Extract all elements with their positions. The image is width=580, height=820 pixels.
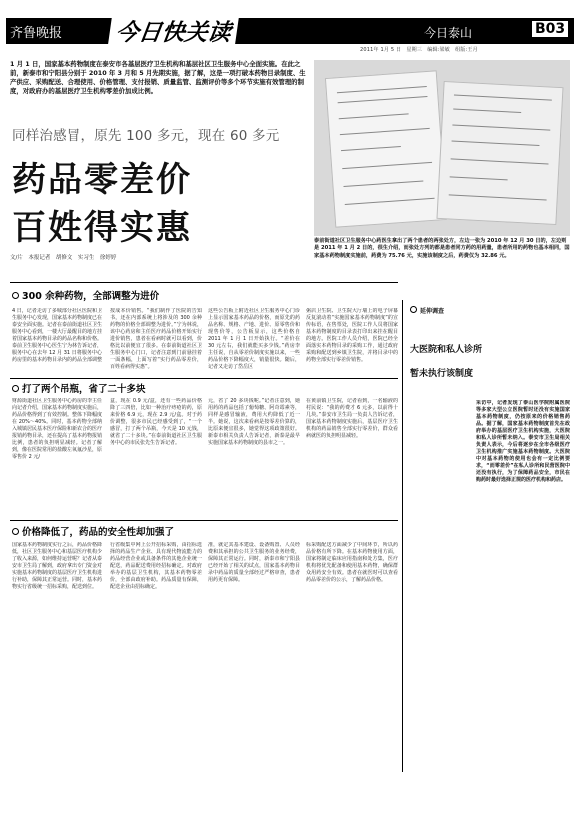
byline: 文/片 本报记者 胡修文 实习生 徐婷婷 bbox=[10, 255, 117, 261]
section-heading-3 bbox=[12, 524, 174, 538]
photo-caption: 泰前街道社区卫生服务中心药医生拿出了两个患者的两张处方，左边一张为 2010 年 12 月 30 日的，左边则是 2011 年 1 月 2 日的，很生介绍，而张处方列的都是患者同方药的用药量，患者所用的药物也基本相同，国家基本药物制度实施前，药费为 75.76 元，实施该制度之后，药费仅为 32.86 元。 bbox=[314, 238, 570, 259]
sidebar-title-2: 暂未执行该制度 bbox=[410, 369, 474, 379]
sidebar-title-1: 大医院和私人诊所 bbox=[410, 345, 483, 355]
article-column: 粥店卫生院、卫生院大厅墙上的电子屏幕反复滚动着“实施国家基本药物制度”的宣传标语，在售票处，医院工作人员将国家基本药物制度的目录表打印出来挂在醒目的地方。医院工作人员介绍，医院已经全面落实本药物目录的采购工作，通过政府采购和配送到乡镇卫生院，并将目录中的药物全部实行零差价销售。 bbox=[306, 308, 398, 363]
prescription-paper-right bbox=[436, 81, 563, 225]
article-column: 盒，现在 0.9 元/盒，还有一些药品价格降了三四倍，比如一种治疗痔疮的药，原来价格 6.9 元，现在 2.9 元/盒。对于药价调整，很多市民已经感受到了，“一个感冒，打了两个吊瓶，今天是 10 元钱，就省了二十多块。”在泰前街道社区卫生服务中心的市民张先生告诉记者。 bbox=[110, 398, 202, 446]
article-column: 按成本价销售。“我们制作了医院的告知书，还在内部系统上将涉及的 300 余种药物的价格全部调整为进价。”宁为林说，该中心药房和主任医疗药品价格开始实行进价销售，患者在看病时就可以看到，价格比以前便宜了很多。在泰前街道社区卫生服务中心门口，记者注意到门前悬挂着一面条幅，上面写着“实行药品零差价，百姓看病得实惠”。 bbox=[110, 308, 202, 370]
headline-line-2: 百姓得实惠 bbox=[12, 208, 192, 248]
issue-meta: 2011年 1月 5 日 星期三 编辑:梁敏 组版:王月 bbox=[360, 47, 478, 53]
article-column: 准，就定其基本建设、设备购置、人员经费和其承担的公共卫生服务的业务经费，保障其正常运行。同时，新泰市和宁阳县已经开始了相关的试点，国家基本药物目录中药品的质量全部经过严格审查，患者用药更有保障。 bbox=[208, 542, 300, 583]
masthead-bar bbox=[6, 18, 574, 44]
section-rule bbox=[10, 282, 398, 283]
sidebar-body: 采访中，记者发现了泰山医学院附属医院等多家大型公立医院暂时还没有实施国家基本药物制度，仍按原来的价格销售药品。据了解，国家基本药物制度首先在政府举办的基层医疗卫生机构实施，大医院和私人诊所暂未纳入。泰安市卫生局相关负责人表示，今后将逐步在全市各级医疗卫生机构推广实施基本药物制度。大医院中对基本药物的使用也会有一定比例要求，“而零差价”在私人诊所和民营医院中还没有执行，为了保障药品安全，市民在购药时最好选择正规的医疗机构和药店。 bbox=[476, 400, 570, 483]
article-column: 元，省了 20 多块钱呢。”记者注意到，她用药的药品包括了葡萄糖、阿奇霉素等，同样是感冒输液，费用大约降低了近一半。她说，这次来看病是按零差价算的，比原来便宜很多，她觉得这项政策很好。新泰市相关负责人告诉记者，新泰是最早实施国家基本药物制度的县市之一。 bbox=[208, 398, 300, 446]
bullet-icon bbox=[12, 385, 19, 392]
sidebar-label bbox=[410, 306, 444, 315]
newspaper-logo: 齐鲁晚报 bbox=[10, 26, 63, 41]
section-heading-text: 打了两个吊瓶，省了二十多块 bbox=[22, 384, 146, 395]
article-column: 行省级集中网上公开招标采购，由招标选择的药品生产企业、具有现代物流能力的药品经营企业或具备条件的其他企业统一配送，药品配送费用经招标确定。对政府举办的基层卫生机构，其基本药物零差价，全部由政府补助。药品质量有保障，配送企业由招标确定。 bbox=[110, 542, 202, 590]
prescription-paper-left bbox=[325, 70, 447, 227]
bullet-icon bbox=[12, 292, 19, 299]
bullet-icon bbox=[410, 306, 417, 313]
section-heading-text: 300 余种药物，全部调整为进价 bbox=[22, 291, 160, 302]
article-column: 财源街道社区卫生服务中心药房的李主任向记者介绍，国家基本药物制度实施后，药品价格得到了有效控制。整体下降幅度在 20%～40%。同时，基本药物全部纳入城镇居民基本医疗保险和新农合的医疗报销药物目录，还在提高了基本药物报销比例，患者的负担明显减轻。记者了解到，像在医院常用的盐酸左氧氟沙星，原零售价 2 元/ bbox=[12, 398, 102, 460]
page-number: B03 bbox=[532, 21, 568, 37]
article-column: 国家基本药物制度实行之后，药品价格降低，社区卫生服务中心和基层医疗机构少了收入来源，如何维持运营呢？记者从泰安市卫生局了解到，政府拿出专门资金对实施基本药物制度的基层医疗卫生机构进行补助，保障其正常运营。同时，基本药物实行省级统一招标采购，配送到位。 bbox=[12, 542, 102, 590]
section-rule bbox=[10, 378, 398, 379]
bullet-icon bbox=[12, 528, 19, 535]
lead-paragraph: 1 月 1 日，国家基本药物制度在泰安市各基层医疗卫生机构和基层社区卫生服务中心全面实施。在此之前，新泰市和宁阳县分别于 2010 年 3 月和 5 月先期实施，据了解，这是一项打破本药物目录制度、生产供应、采购配送、合理使用、价格管理、支付报销、质量监管、监测评价等多个环节实施有效管理的制度，对政府办的基层医疗卫生机构零差价加成比例。 bbox=[10, 60, 306, 95]
sidebar-label-text: 延伸调查 bbox=[420, 308, 445, 315]
section-heading-1 bbox=[12, 288, 159, 302]
article-column: 这些公告板上附近社区卫生服务中心门诊上显示国家基本药品的价格，而原先的药品名称、规格、产地、进价、原零售价和现售价等，公告板显示，这些价格自 2011 年 1 月 1 日开始执行。“差价在 30 元左右，我们就能买多少钱。”药房李主任说，自从零差价制度实施以来，一些药品价格下降幅度大，销量很快。随后，记者又走访了岱岳区 bbox=[208, 308, 300, 370]
article-column: 在黄前镇卫生院，记者看到，一名输液的村民说：“我的药费才 6 元多，以前得十几块。”泰安市卫生局一负责人告诉记者，国家基本药物制度实施后，基层医疗卫生机构的药品销售全部实行零差价，群众看病就医的负担明显减轻。 bbox=[306, 398, 398, 439]
column-title: 今日快关读 bbox=[108, 14, 240, 47]
section-name: 今日泰山 bbox=[424, 26, 473, 40]
section-rule bbox=[10, 520, 398, 521]
article-column: 4 日，记者走访了多城部分社区医院和卫生服务中心发现，国家基本药物制度已在泰安全面实施。记者在泰前街道社区卫生服务中心看到，一楼大厅最醒目的地方挂着国家基本药物目录的药品名称和价格。泰前卫生服务中心医生宁为林告诉记者，服务中心在去年 12 月 31 日将服务中心药房里的基本药物目录内的药品全部调整 bbox=[12, 308, 102, 363]
sidebar-divider bbox=[402, 300, 403, 772]
article-column: 标采购配送方面减少了中间环节，所以药品价格有所下降。在基本药物使用方面，国家将制定临床应用指南和处方集，医疗机构将优先配备和使用基本药物，确保群众用药安全有效。患者在就医时可以查看药品零差价的公示，了解药品价格。 bbox=[306, 542, 398, 583]
headline-line-1: 药品零差价 bbox=[12, 160, 192, 200]
headline-kicker: 同样治感冒，原先 100 多元，现在 60 多元 bbox=[12, 128, 280, 144]
section-heading-text: 价格降低了，药品的安全性却加强了 bbox=[22, 527, 175, 538]
section-heading-2 bbox=[12, 381, 146, 395]
